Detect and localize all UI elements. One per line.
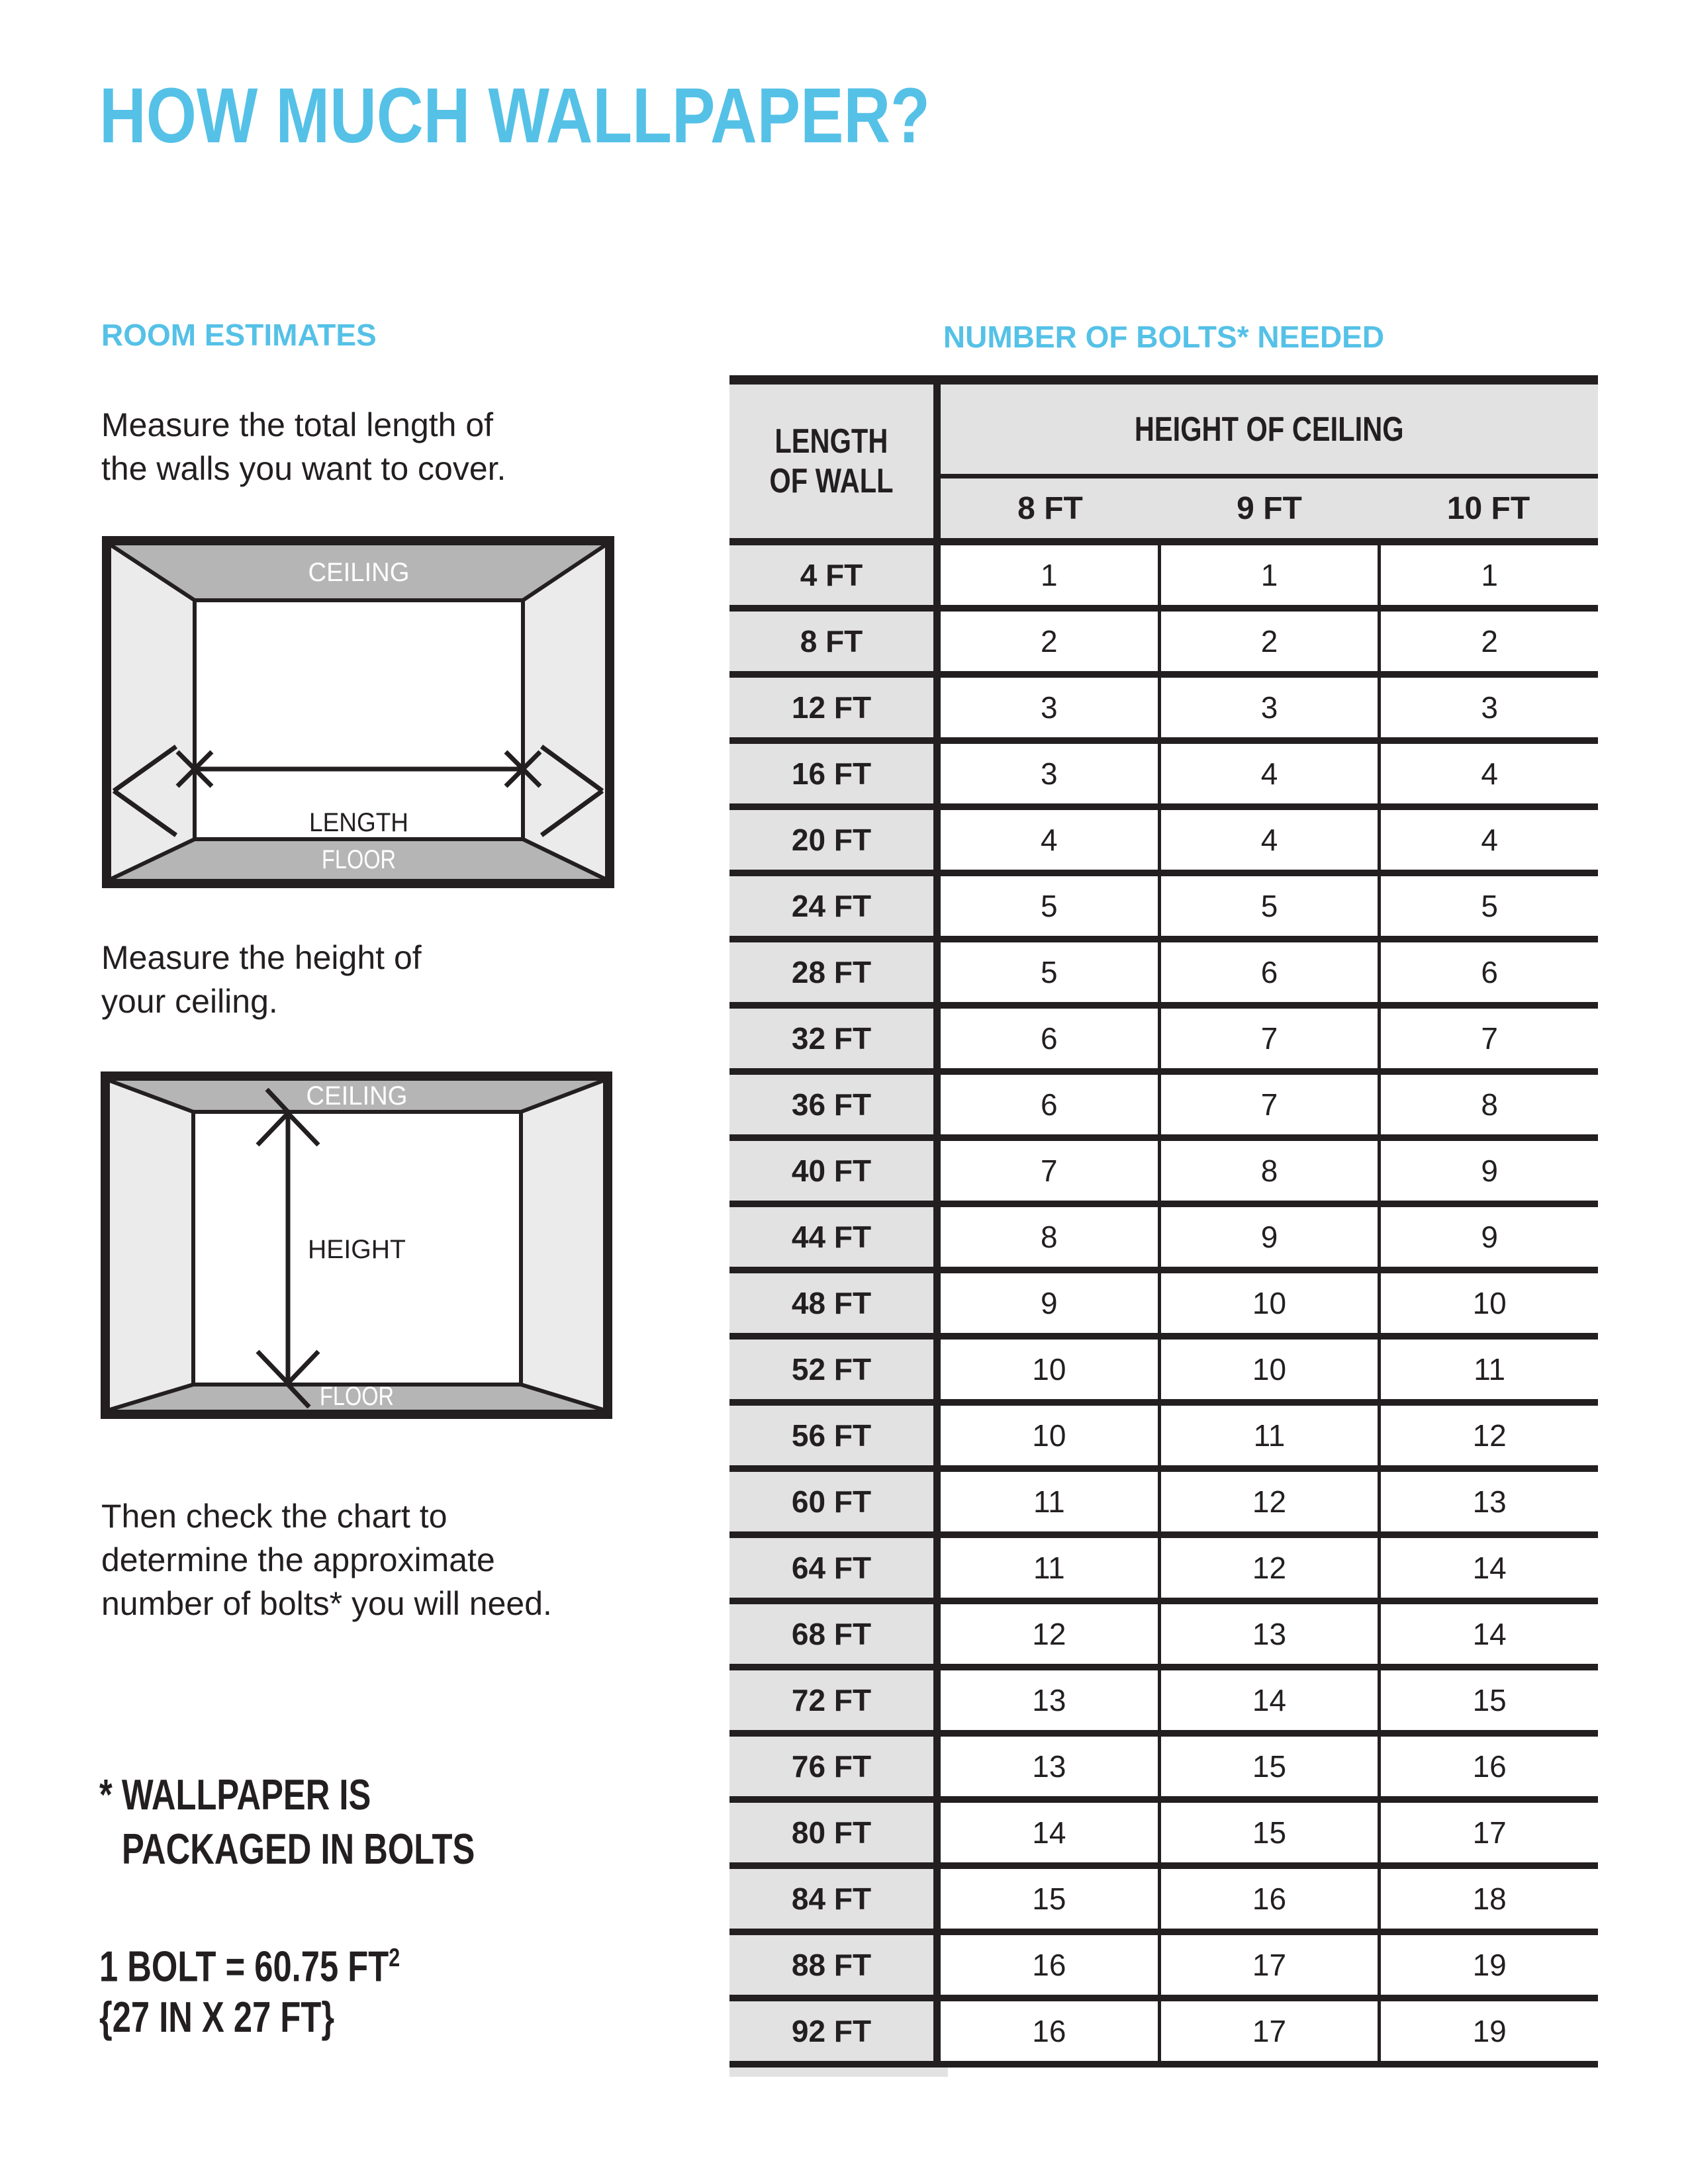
row-column-divider	[933, 2001, 941, 2061]
bolt-count-cell: 6	[1158, 942, 1378, 1002]
floor-label: FLOOR	[322, 845, 396, 874]
paragraph-line: your ceiling.	[101, 983, 278, 1020]
bolt-count-cell: 17	[1158, 1935, 1378, 1995]
bolt-count-cell: 4	[1378, 810, 1598, 870]
room-length-diagram	[102, 536, 614, 888]
table-row	[729, 876, 1598, 942]
footnote-line: PACKAGED IN BOLTS	[122, 1825, 475, 1873]
height-of-ceiling-group	[941, 385, 1598, 538]
table-row	[729, 1207, 1598, 1273]
right-wall-face	[521, 1081, 603, 1410]
row-column-divider	[933, 1273, 941, 1333]
wall-length-label: 52 FT	[729, 1340, 933, 1399]
wall-length-label: 8 FT	[729, 612, 933, 671]
bolt-count-cell: 7	[941, 1141, 1158, 1201]
page-title	[99, 72, 1100, 159]
table-row	[729, 1075, 1598, 1141]
row-column-divider	[933, 1207, 941, 1267]
wall-length-label: 32 FT	[729, 1009, 933, 1068]
floor-label: FLOOR	[320, 1382, 394, 1411]
subheader-9ft: 9 FT	[1237, 490, 1302, 526]
bolt-count-cell: 17	[1378, 1803, 1598, 1862]
wall-length-label: 12 FT	[729, 678, 933, 737]
wall-length-label: 44 FT	[729, 1207, 933, 1267]
bolt-count-cell: 2	[1378, 612, 1598, 671]
paragraph-line: determine the approximate	[101, 1541, 495, 1578]
header-bottom-rule	[729, 538, 1598, 545]
bolt-count-cell: 11	[941, 1538, 1158, 1598]
bolt-count-cell: 14	[1378, 1604, 1598, 1664]
bolt-count-cell: 2	[1158, 612, 1378, 671]
table-row	[729, 1009, 1598, 1075]
row-column-divider	[933, 1803, 941, 1862]
bolt-count-cell: 13	[1378, 1472, 1598, 1531]
bolt-count-cell: 15	[1158, 1737, 1378, 1796]
footnote-line: * WALLPAPER IS	[99, 1770, 371, 1819]
header-inner-rule	[941, 474, 1598, 478]
height-label: HEIGHT	[308, 1235, 406, 1264]
row-column-divider	[933, 1604, 941, 1664]
wall-length-label: 88 FT	[729, 1935, 933, 1995]
wall-length-label: 16 FT	[729, 744, 933, 803]
wall-length-label: 80 FT	[729, 1803, 933, 1862]
bolt-count-cell: 3	[1158, 678, 1378, 737]
check-chart-paragraph	[101, 1494, 552, 1625]
wall-length-label: 68 FT	[729, 1604, 933, 1664]
paragraph-line: number of bolts* you will need.	[101, 1585, 552, 1622]
paragraph-line: Then check the chart to	[101, 1498, 447, 1535]
bolt-count-cell: 16	[1378, 1737, 1598, 1796]
bolt-count-cell: 6	[1378, 942, 1598, 1002]
wall-length-label: 56 FT	[729, 1406, 933, 1465]
bolt-count-cell: 8	[1378, 1075, 1598, 1134]
bolt-count-cell: 15	[941, 1869, 1158, 1929]
bolt-count-cell: 1	[1378, 545, 1598, 605]
bolt-count-cell: 8	[941, 1207, 1158, 1267]
row-column-divider	[933, 1141, 941, 1201]
bolt-count-cell: 11	[1158, 1406, 1378, 1465]
row-column-divider	[933, 744, 941, 803]
subheader-8ft: 8 FT	[1017, 490, 1083, 526]
bolt-count-cell: 10	[1158, 1273, 1378, 1333]
bolt-count-cell: 3	[941, 744, 1158, 803]
bolt-count-cell: 9	[1158, 1207, 1378, 1267]
bolts-table	[729, 375, 1598, 2077]
table-row	[729, 1472, 1598, 1538]
row-column-divider	[933, 1009, 941, 1068]
bolt-count-cell: 7	[1378, 1009, 1598, 1068]
table-row	[729, 1406, 1598, 1472]
bolt-dimensions-line	[99, 1992, 485, 2042]
bolt-count-cell: 3	[941, 678, 1158, 737]
bolt-count-cell: 1	[941, 545, 1158, 605]
bolt-count-cell: 11	[1378, 1340, 1598, 1399]
right-wall-face	[523, 545, 605, 879]
bolts-needed-heading: NUMBER OF BOLTS* NEEDED	[943, 320, 1385, 354]
table-rows	[729, 545, 1598, 2068]
bolt-count-cell: 16	[941, 1935, 1158, 1995]
length-of-wall-line: LENGTH	[774, 422, 888, 461]
row-column-divider	[933, 1737, 941, 1796]
bolt-count-cell: 11	[941, 1472, 1158, 1531]
bolt-count-cell: 5	[1378, 876, 1598, 936]
bolt-count-cell: 19	[1378, 2001, 1598, 2061]
table-row	[729, 612, 1598, 678]
wall-length-label: 76 FT	[729, 1737, 933, 1796]
row-column-divider	[933, 1075, 941, 1134]
bolt-count-cell: 5	[1158, 876, 1378, 936]
table-row	[729, 1803, 1598, 1869]
wall-length-label: 48 FT	[729, 1273, 933, 1333]
row-column-divider	[933, 1538, 941, 1598]
bolt-dimensions-text: {27 IN X 27 FT}	[99, 1992, 335, 2041]
wall-length-label: 4 FT	[729, 545, 933, 605]
length-label: LENGTH	[309, 808, 408, 837]
wallpaper-bolts-footnote	[99, 1768, 575, 1876]
bolt-count-cell: 10	[1158, 1340, 1378, 1399]
table-row	[729, 1869, 1598, 1935]
wall-length-label: 36 FT	[729, 1075, 933, 1134]
table-row	[729, 810, 1598, 876]
wall-length-label: 92 FT	[729, 2001, 933, 2061]
bolt-count-cell: 10	[1378, 1273, 1598, 1333]
bolt-count-cell: 9	[1378, 1141, 1598, 1201]
length-of-wall-header	[729, 385, 933, 538]
bolt-count-cell: 5	[941, 876, 1158, 936]
bolt-count-cell: 12	[941, 1604, 1158, 1664]
table-row	[729, 1604, 1598, 1670]
row-column-divider	[933, 1472, 941, 1531]
room-estimates-heading: ROOM ESTIMATES	[101, 318, 377, 352]
bolt-count-cell: 3	[1378, 678, 1598, 737]
paragraph-line: Measure the height of	[101, 939, 422, 976]
bolt-count-cell: 8	[1158, 1141, 1378, 1201]
bolt-count-cell: 16	[941, 2001, 1158, 2061]
bolt-area-text: 1 BOLT = 60.75 FT	[99, 1942, 389, 1991]
bolt-count-cell: 1	[1158, 545, 1378, 605]
table-row	[729, 1737, 1598, 1803]
row-column-divider	[933, 1670, 941, 1730]
table-row	[729, 942, 1598, 1009]
wall-length-label: 60 FT	[729, 1472, 933, 1531]
ceiling-label: CEILING	[308, 558, 410, 587]
bolt-count-cell: 18	[1378, 1869, 1598, 1929]
height-of-ceiling-header	[941, 385, 1598, 474]
ceiling-height-subheaders	[941, 478, 1598, 538]
wall-length-label: 40 FT	[729, 1141, 933, 1201]
bolt-count-cell: 14	[1158, 1670, 1378, 1730]
table-row	[729, 1935, 1598, 2001]
row-column-divider	[933, 1869, 941, 1929]
measure-height-paragraph	[101, 936, 422, 1023]
back-wall-face	[195, 600, 523, 839]
bolt-count-cell: 6	[941, 1075, 1158, 1134]
wall-length-label: 64 FT	[729, 1538, 933, 1598]
length-of-wall-line: OF WALL	[769, 462, 894, 500]
left-wall-face	[111, 545, 195, 879]
bolt-count-cell: 4	[1378, 744, 1598, 803]
measure-length-paragraph	[101, 403, 506, 490]
header-column-divider	[933, 385, 941, 538]
bolt-count-cell: 13	[941, 1670, 1158, 1730]
bolt-count-cell: 9	[941, 1273, 1158, 1333]
wall-length-label: 24 FT	[729, 876, 933, 936]
bolt-count-cell: 4	[1158, 744, 1378, 803]
row-column-divider	[933, 876, 941, 936]
bolt-count-cell: 12	[1158, 1538, 1378, 1598]
bolt-count-cell: 13	[941, 1737, 1158, 1796]
table-header	[729, 385, 1598, 538]
table-row	[729, 1273, 1598, 1340]
page-title-text: HOW MUCH WALLPAPER?	[99, 72, 930, 159]
table-left-column-tab	[729, 2068, 948, 2077]
bolt-count-cell: 7	[1158, 1075, 1378, 1134]
bolt-count-cell: 12	[1378, 1406, 1598, 1465]
bolt-count-cell: 12	[1158, 1472, 1378, 1531]
bolt-count-cell: 19	[1378, 1935, 1598, 1995]
paragraph-line: Measure the total length of	[101, 406, 494, 443]
bolt-count-cell: 14	[1378, 1538, 1598, 1598]
bolt-size-info	[99, 1933, 485, 2042]
bolt-count-cell: 10	[941, 1340, 1158, 1399]
bolt-count-cell: 17	[1158, 2001, 1378, 2061]
wall-length-label: 20 FT	[729, 810, 933, 870]
bolt-count-cell: 4	[941, 810, 1158, 870]
row-column-divider	[933, 810, 941, 870]
row-column-divider	[933, 1340, 941, 1399]
table-row	[729, 1340, 1598, 1406]
row-column-divider	[933, 942, 941, 1002]
bolt-count-cell: 2	[941, 612, 1158, 671]
table-row	[729, 744, 1598, 810]
table-row	[729, 1670, 1598, 1737]
row-column-divider	[933, 1935, 941, 1995]
table-row	[729, 678, 1598, 744]
ceiling-label: CEILING	[306, 1081, 408, 1111]
table-row	[729, 1538, 1598, 1604]
bolt-count-cell: 15	[1158, 1803, 1378, 1862]
subheader-10ft: 10 FT	[1446, 490, 1530, 526]
row-column-divider	[933, 545, 941, 605]
bolt-count-cell: 5	[941, 942, 1158, 1002]
height-of-ceiling-text: HEIGHT OF CEILING	[1135, 410, 1404, 449]
left-wall-face	[110, 1081, 193, 1410]
bolt-count-cell: 4	[1158, 810, 1378, 870]
bolt-count-cell: 6	[941, 1009, 1158, 1068]
table-row	[729, 545, 1598, 612]
table-row	[729, 1141, 1598, 1207]
wall-length-label: 28 FT	[729, 942, 933, 1002]
wall-length-label: 72 FT	[729, 1670, 933, 1730]
bolt-area-superscript: 2	[389, 1944, 400, 1972]
bolt-count-cell: 14	[941, 1803, 1158, 1862]
bolt-count-cell: 13	[1158, 1604, 1378, 1664]
bolt-area-line	[99, 1933, 485, 1992]
bolt-count-cell: 16	[1158, 1869, 1378, 1929]
table-row	[729, 2001, 1598, 2068]
table-top-rule	[729, 375, 1598, 385]
ceiling-height-diagram	[101, 1071, 612, 1419]
row-column-divider	[933, 612, 941, 671]
bolt-count-cell: 10	[941, 1406, 1158, 1465]
bolt-count-cell: 15	[1378, 1670, 1598, 1730]
bolt-count-cell: 7	[1158, 1009, 1378, 1068]
paragraph-line: the walls you want to cover.	[101, 450, 506, 487]
row-column-divider	[933, 678, 941, 737]
row-column-divider	[933, 1406, 941, 1465]
bolt-count-cell: 9	[1378, 1207, 1598, 1267]
wall-length-label: 84 FT	[729, 1869, 933, 1929]
